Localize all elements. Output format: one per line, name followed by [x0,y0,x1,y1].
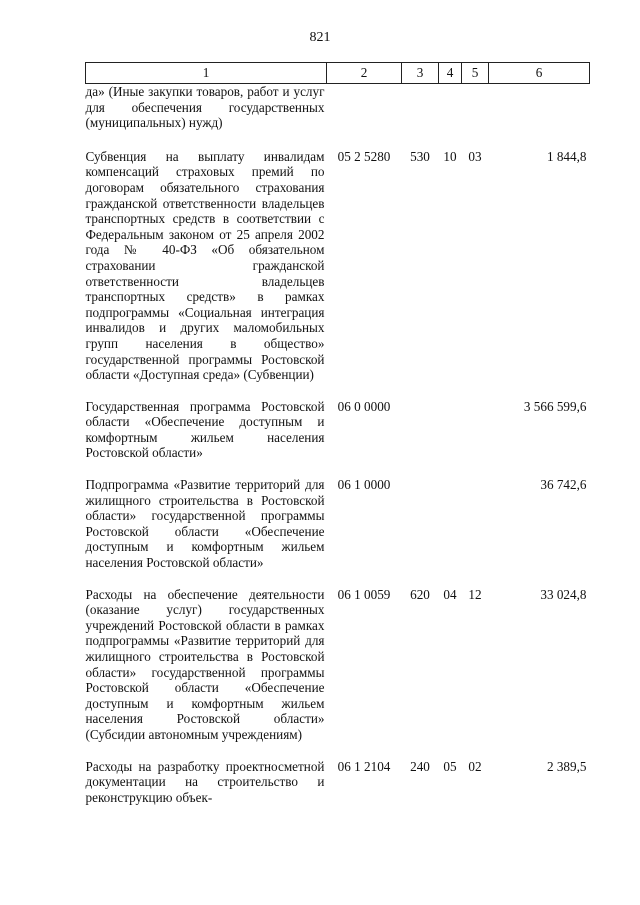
header-col-1: 1 [86,63,327,84]
row-description: Субвенция на выплату инвалидам компенсаций страховых премий по договорам обязательного страхования гражданской ответственности владельцев транспортных средств в соответствии с Федеральным законом от 25 апреля 2002 года № 40-ФЗ «Об обязательном страховании гражданской ответственности владельцев транспортных средств» в рамках подпрограммы «Социальная интеграция инвалидов и других маломобильных групп населения в общество» государственной программы Ростовской области «Доступная среда» (Субвенции) [85,148,325,383]
row-subsection: 12 [468,586,482,602]
row-target-code: 06 1 0000 [337,477,391,493]
row-expense-type: 240 [410,758,430,774]
row-amount: 2 389,5 [546,758,587,774]
table-row [86,84,590,149]
table-row [86,149,590,399]
row-section: 04 [443,586,457,602]
table-row [86,477,590,587]
row-description: Государственная программа Ростовской области «Обеспечение доступным и комфортным жильем населения Ростовской области» [85,398,325,461]
header-row [86,63,590,84]
row-description: Расходы на обеспечение деятельности (оказание услуг) государственных учреждений Ростовской области в рамках подпрограммы «Развитие территорий для жилищного строительства в Ростовской области» государственной программы Ростовской области «Обеспечение доступным и комфортным жильем населения Ростовской области» (Субсидии автономным учреждениям) [85,586,325,742]
row-section [439,399,462,477]
table-row [86,759,590,806]
header-col-4: 4 [439,63,462,84]
row-target-code: 05 2 5280 [337,148,391,164]
header-col-3: 3 [402,63,439,84]
row-section [439,477,462,587]
row-target-code [327,84,402,149]
row-description: да» (Иные закупки товаров, работ и услуг для обеспечения государственных (муниципальных) нужд) [85,84,325,131]
header-col-2: 2 [327,63,402,84]
row-section: 10 [443,148,457,164]
row-expense-type: 530 [410,148,430,164]
table-row [86,399,590,477]
page-number: 821 [309,30,331,45]
row-subsection: 02 [468,758,482,774]
row-expense-type [402,399,439,477]
row-subsection [462,399,489,477]
row-section: 05 [443,758,457,774]
row-amount: 1 844,8 [546,148,587,164]
row-amount: 3 566 599,6 [523,398,587,414]
table-row [86,587,590,759]
row-amount: 33 024,8 [540,586,587,602]
row-expense-type: 620 [410,586,430,602]
row-amount: 36 742,6 [540,477,587,493]
row-expense-type [402,477,439,587]
row-subsection: 03 [468,148,482,164]
row-target-code: 06 0 0000 [337,398,391,414]
header-col-6: 6 [489,63,590,84]
row-target-code: 06 1 0059 [337,586,391,602]
row-description: Подпрограмма «Развитие территорий для жилищного строительства в Ростовской области» государственной программы Ростовской области «Обеспечение доступным и комфортным жильем населения Ростовской области» [85,477,325,571]
row-expense-type [402,84,439,149]
row-subsection [462,477,489,587]
row-subsection [462,84,489,149]
row-section [439,84,462,149]
header-col-5: 5 [462,63,489,84]
row-target-code: 06 1 2104 [337,758,391,774]
row-description: Расходы на разработку проектносметной документации на строительство и реконструкцию объек- [85,758,325,805]
row-amount [489,84,590,149]
budget-table [85,62,590,805]
